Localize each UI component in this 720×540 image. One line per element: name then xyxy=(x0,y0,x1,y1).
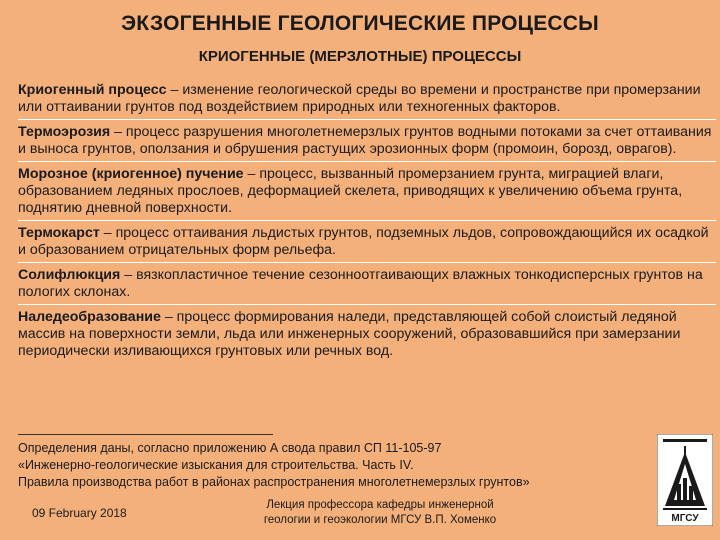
definition-term: Криогенный процесс xyxy=(18,82,167,98)
lecture-line: геологии и геоэкологии МГСУ В.П. Хоменко xyxy=(263,514,497,526)
definition-text: – вязкопластичное течение сезонноотгаивающих влажных тонкодисперсных грунтов на пологих склонах. xyxy=(18,267,703,300)
definition-term: Наледеобразование xyxy=(18,309,161,325)
page-subtitle: КРИОГЕННЫЕ (МЕРЗЛОТНЫЕ) ПРОЦЕССЫ xyxy=(198,48,522,65)
definition-text: – процесс разрушения многолетнемерзлых грунтов водными потоками за счет оттаивания и выноса грунтов, оползания и обрушения растущих эрозионных форм (промоин, борозд, оврагов). xyxy=(18,124,712,157)
footnote-separator xyxy=(18,434,273,435)
definition-term: Термокарст xyxy=(18,225,100,241)
definition-item xyxy=(18,309,716,363)
slide-date: 09 February 2018 xyxy=(32,506,127,520)
footnote-line: «Инженерно-геологические изыскания для строительства. Часть IV. xyxy=(18,458,414,472)
footnote-line: Определения даны, согласно приложению А свода правил СП 11-105-97 xyxy=(18,441,442,455)
definition-text: – процесс, вызванный промерзанием грунта, миграцией влаги, образованием ледяных прослоев, деформацией скелета, приводящих к увеличению объема грунта, поднятию дневной поверхности. xyxy=(18,166,683,216)
logo-text: МГСУ xyxy=(671,513,699,524)
definition-item xyxy=(18,166,716,221)
mgsu-logo-icon xyxy=(657,434,713,526)
lecture-line: Лекция профессора кафедры инженерной xyxy=(266,499,494,511)
definition-item xyxy=(18,124,716,162)
lecture-credit xyxy=(230,498,530,528)
definitions-list xyxy=(18,82,716,367)
definition-text: – процесс оттаивания льдистых грунтов, подземных льдов, сопровождающийся их осадкой и образованием отрицательных форм рельефа. xyxy=(18,225,709,258)
footnote xyxy=(18,440,618,491)
page-title: ЭКЗОГЕННЫЕ ГЕОЛОГИЧЕСКИЕ ПРОЦЕССЫ xyxy=(121,12,599,35)
definition-term: Морозное (криогенное) пучение xyxy=(18,166,244,182)
definition-item xyxy=(18,225,716,263)
definition-item xyxy=(18,82,716,120)
footnote-line: Правила производства работ в районах распространения многолетнемерзлых грунтов» xyxy=(18,475,530,489)
definition-term: Солифлюкция xyxy=(18,267,121,283)
definition-term: Термоэрозия xyxy=(18,124,111,140)
definition-text: – процесс формирования наледи, представляющей собой слоистый ледяной массив на поверхности земли, льда или инженерных сооружений, образовавшийся при замерзании периодически изливающихся грунтовых или речных вод. xyxy=(18,309,681,359)
definition-item xyxy=(18,267,716,305)
definition-text: – изменение геологической среды во времени и пространстве при промерзании или оттаивании грунтов под воздействием природных или техногенных факторов. xyxy=(18,82,701,115)
